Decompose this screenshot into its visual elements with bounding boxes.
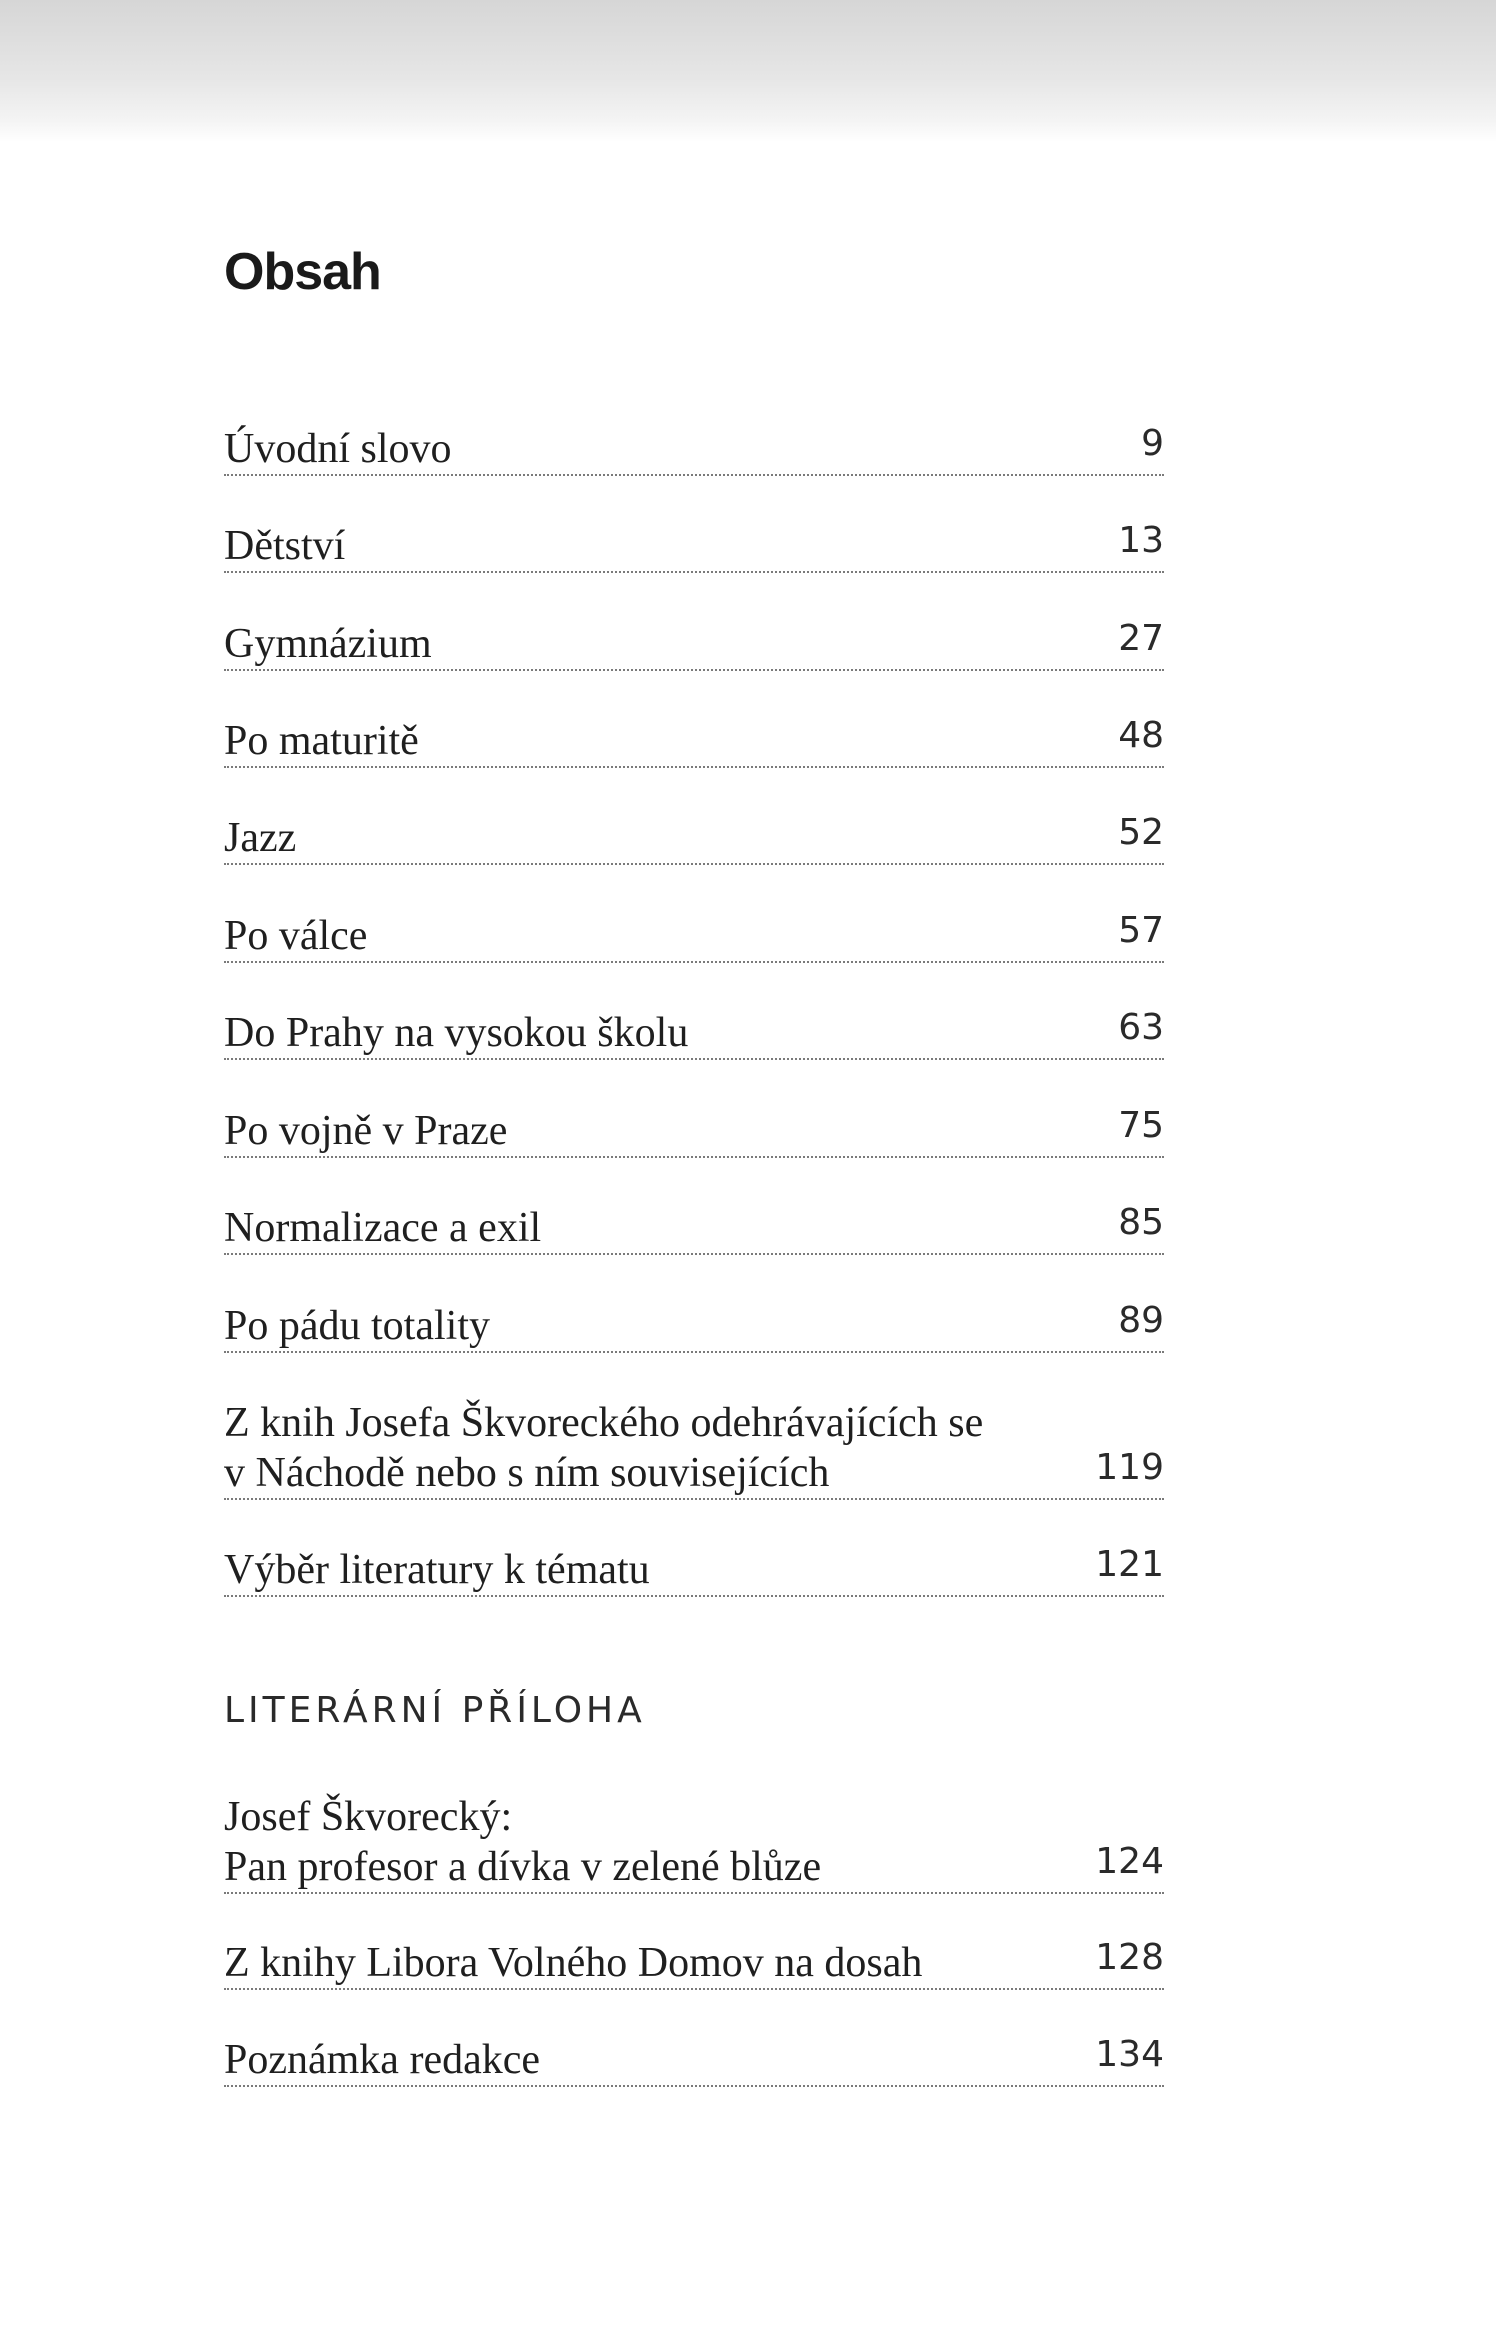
toc-entry-page: 52 — [1118, 812, 1164, 853]
toc-entry-page: 57 — [1118, 910, 1164, 951]
toc-entry-page: 9 — [1141, 423, 1164, 464]
toc-entry — [224, 619, 1164, 671]
toc-entry-title: Poznámka redakce — [224, 2037, 541, 2083]
toc-entry-page: 63 — [1118, 1007, 1164, 1048]
toc-entry — [224, 1938, 1164, 1990]
toc-entry-title: Výběr literatury k tématu — [224, 1547, 650, 1593]
toc-entry-title — [224, 1792, 1164, 1892]
toc-entry — [224, 1398, 1164, 1500]
toc-entry-title: Dětství — [224, 523, 346, 569]
appendix-heading: LITERÁRNÍ PŘÍLOHA — [224, 1690, 646, 1731]
page-title: Obsah — [224, 243, 381, 301]
toc-entry — [224, 716, 1164, 768]
toc-entry — [224, 813, 1164, 865]
toc-entry-page: 13 — [1118, 520, 1164, 561]
toc-entry-title: Úvodní slovo — [224, 426, 452, 472]
toc-entry — [224, 911, 1164, 963]
toc-entry — [224, 1792, 1164, 1894]
toc-entry-title: Z knihy Libora Volného Domov na dosah — [224, 1940, 923, 1986]
toc-entry-title: Po válce — [224, 913, 368, 959]
toc-entry — [224, 424, 1164, 476]
toc-entry-title: Do Prahy na vysokou školu — [224, 1010, 689, 1056]
toc-entry-title: Po pádu totality — [224, 1303, 490, 1349]
toc-entry — [224, 1106, 1164, 1158]
toc-entry — [224, 1008, 1164, 1060]
toc-entry-title: Gymnázium — [224, 621, 432, 667]
toc-entry — [224, 1203, 1164, 1255]
toc-entry-title: Po vojně v Praze — [224, 1108, 508, 1154]
toc-entry-page: 27 — [1118, 618, 1164, 659]
toc-entry-title-line: Pan profesor a dívka v zelené blůze — [224, 1844, 822, 1890]
toc-entry-title: Jazz — [224, 815, 297, 861]
toc-entry-title — [224, 1398, 1164, 1498]
toc-entry-title-line: v Náchodě nebo s ním souvisejících — [224, 1450, 830, 1496]
toc-entry-title: Normalizace a exil — [224, 1205, 542, 1251]
toc-entry-page: 75 — [1118, 1105, 1164, 1146]
toc-entry-page: 119 — [1095, 1447, 1164, 1488]
toc-entry — [224, 1545, 1164, 1597]
toc-entry-title-line: Josef Škvorecký: — [224, 1794, 513, 1840]
toc-entry-title-line: Z knih Josefa Škvoreckého odehrávajících se — [224, 1400, 984, 1446]
toc-entry-title: Po maturitě — [224, 718, 419, 764]
toc-entry — [224, 2035, 1164, 2087]
toc-entry — [224, 521, 1164, 573]
toc-entry-page: 128 — [1095, 1937, 1164, 1978]
toc-entry-page: 89 — [1118, 1300, 1164, 1341]
toc-entry — [224, 1301, 1164, 1353]
toc-entry-page: 85 — [1118, 1202, 1164, 1243]
toc-entry-page: 48 — [1118, 715, 1164, 756]
toc-entry-page: 121 — [1095, 1544, 1164, 1585]
toc-entry-page: 134 — [1095, 2034, 1164, 2075]
toc-entry-page: 124 — [1095, 1841, 1164, 1882]
